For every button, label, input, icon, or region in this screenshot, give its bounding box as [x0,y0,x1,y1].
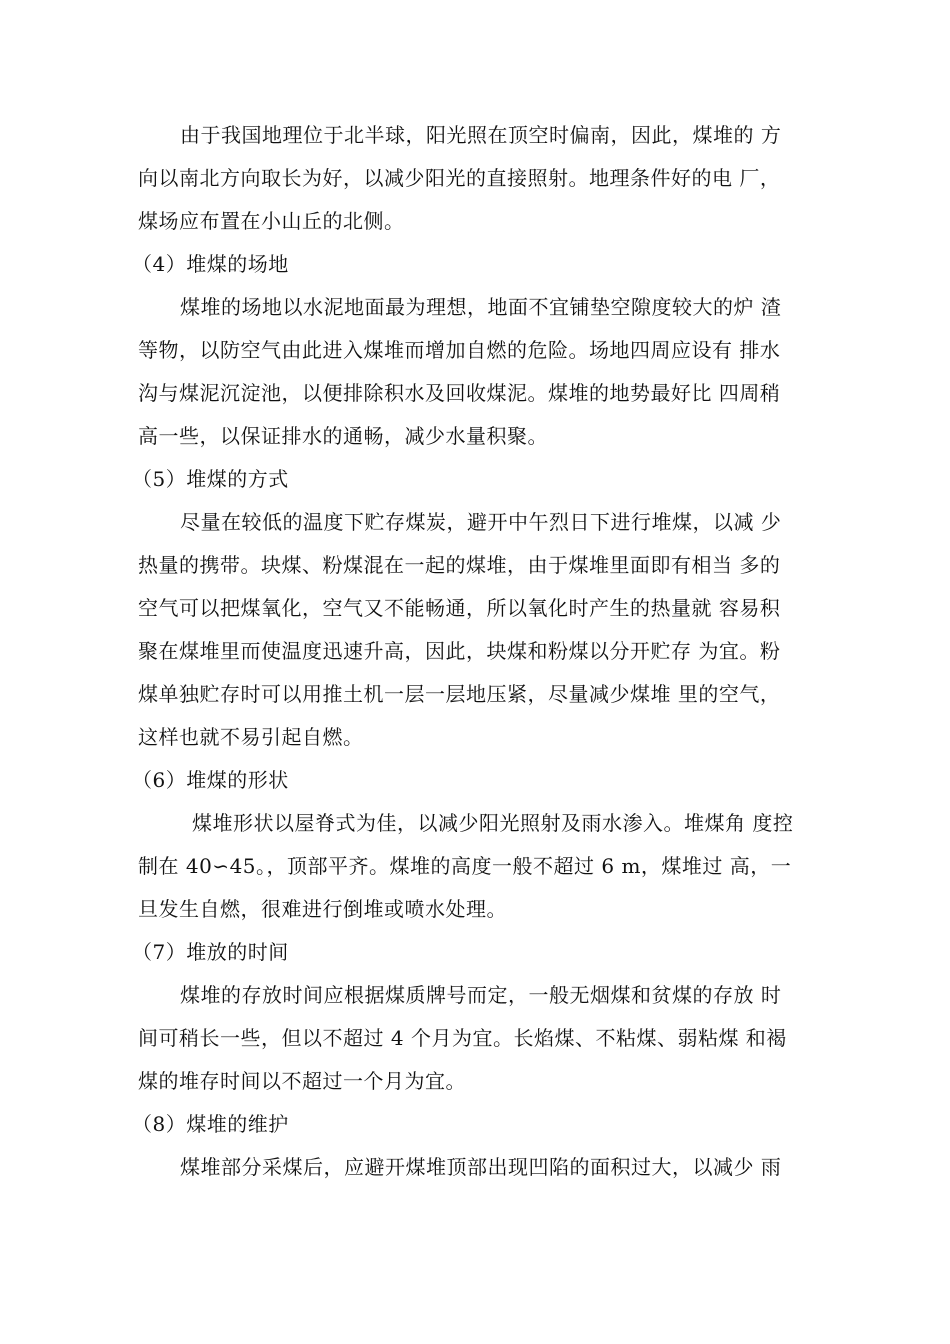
paragraph-line: 等物，以防空气由此进入煤堆而增加自燃的危险。场地四周应设有 排水 [138,338,781,362]
paragraph-line: 热量的携带。块煤、粉煤混在一起的煤堆，由于煤堆里面即有相当 多的 [138,553,781,577]
paragraph-line: 煤堆的存放时间应根据煤质牌号而定，一般无烟煤和贫煤的存放 时 [180,983,782,1007]
paragraph-line: 高一些，以保证排水的通畅，减少水量积聚。 [138,424,548,448]
section-heading: （4）堆煤的场地 [132,252,289,276]
paragraph-line: 煤单独贮存时可以用推土机一层一层地压紧，尽量减少煤堆 里的空气， [138,682,781,706]
paragraph-line: 由于我国地理位于北半球，阳光照在顶空时偏南，因此，煤堆的 方 [180,123,782,147]
paragraph-line: 制在 40∽45。，顶部平齐。煤堆的高度一般不超过 6 m，煤堆过 高，一 [138,854,792,878]
paragraph-line: 沟与煤泥沉淀池，以便排除积水及回收煤泥。煤堆的地势最好比 四周稍 [138,381,781,405]
paragraph-line: 旦发生自燃，很难进行倒堆或喷水处理。 [138,897,507,921]
paragraph-line: 煤堆形状以屋脊式为佳，以减少阳光照射及雨水渗入。堆煤角 度控 [192,811,794,835]
paragraph-line: 尽量在较低的温度下贮存煤炭，避开中午烈日下进行堆煤，以减 少 [180,510,782,534]
paragraph-line: 煤场应布置在小山丘的北侧。 [138,209,405,233]
paragraph-line: 煤堆部分采煤后，应避开煤堆顶部出现凹陷的面积过大，以减少 雨 [180,1155,782,1179]
paragraph-line: 聚在煤堆里而使温度迅速升高，因此，块煤和粉煤以分开贮存 为宜。粉 [138,639,781,663]
paragraph-line: 向以南北方向取长为好，以减少阳光的直接照射。地理条件好的电 厂， [138,166,781,190]
paragraph-line: 间可稍长一些，但以不超过 4 个月为宜。长焰煤、不粘煤、弱粘煤 和褐 [138,1026,787,1050]
paragraph-line: 煤堆的场地以水泥地面最为理想，地面不宜铺垫空隙度较大的炉 渣 [180,295,782,319]
section-heading: （5）堆煤的方式 [132,467,289,491]
section-heading: （6）堆煤的形状 [132,768,289,792]
paragraph-line: 这样也就不易引起自燃。 [138,725,364,749]
section-heading: （7）堆放的时间 [132,940,289,964]
paragraph-line: 空气可以把煤氧化，空气又不能畅通，所以氧化时产生的热量就 容易积 [138,596,781,620]
section-heading: （8）煤堆的维护 [132,1112,289,1136]
paragraph-line: 煤的堆存时间以不超过一个月为宜。 [138,1069,466,1093]
